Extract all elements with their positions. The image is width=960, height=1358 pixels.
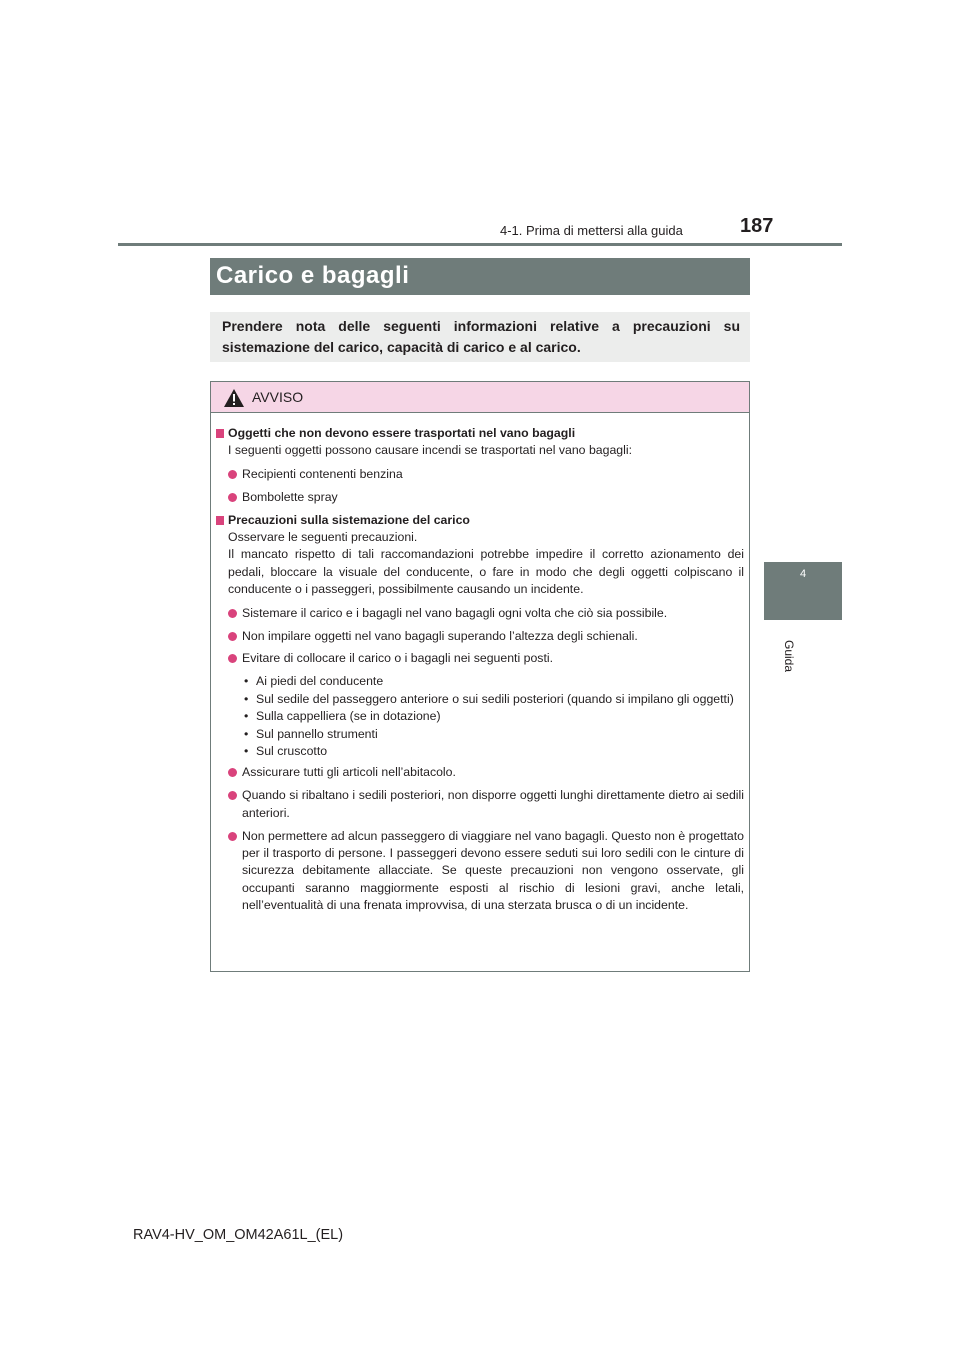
warning-text: I seguenti oggetti possono causare incendi se trasportati nel vano bagagli: — [228, 443, 633, 458]
list-item: Non permettere ad alcun passeggero di viaggiare nel vano bagagli. Questo non è progettato per il trasporto di persone. I passeggeri devono essere seduti sui loro sedili con le cinture di sicurezza debitamente allacciate. Se queste precauzioni non vengono osservate, gli occupanti saranno maggiormente esposti al rischio di lesioni gravi, anche letali, nell’eventualità di una frenata improvvisa, di una sterzata brusca o di un incidente. — [216, 828, 744, 915]
warning-heading: Precauzioni sulla sistemazione del carico — [216, 512, 744, 529]
intro-text: Prendere nota delle seguenti informazioni relative a precauzioni su sistemazione del carico, capacità di carico e al carico. — [222, 318, 740, 355]
square-bullet-icon — [216, 516, 224, 525]
warning-label: AVVISO — [252, 389, 304, 405]
chapter-tab-number: 4 — [799, 568, 807, 580]
round-bullet-icon — [228, 493, 237, 502]
list-item: Recipienti contenenti benzina — [216, 466, 744, 483]
warning-heading: Oggetti che non devono essere trasportati nel vano bagagli — [216, 425, 744, 442]
warning-text: Il mancato rispetto di tali raccomandazioni potrebbe impedire il corretto azionamento dei pedali, bloccare la visuale del conducente, o fare in modo che degli oggetti colpiscano il conducente o i passeggeri, possibilmente causando un incidente. — [228, 547, 744, 597]
square-bullet-icon — [216, 429, 224, 438]
round-bullet-icon — [228, 654, 237, 663]
sub-list-item: • Sul pannello strumenti — [244, 726, 378, 741]
warning-text: Osservare le seguenti precauzioni. — [228, 530, 418, 545]
sub-list-item: • Ai piedi del conducente — [244, 674, 384, 689]
sub-list-item: • Sul cruscotto — [244, 744, 328, 758]
warning-triangle-icon — [224, 389, 244, 407]
sub-list-item: • Sul sedile del passeggero anteriore o sui sedili posteriori (quando si impilano gli oggetti) — [244, 691, 734, 706]
round-bullet-icon — [228, 632, 237, 641]
warning-content — [216, 425, 744, 920]
sub-list-item: • Sulla cappelliera (se in dotazione) — [244, 709, 441, 724]
list-item: Non impilare oggetti nel vano bagagli superando l’altezza degli schienali. — [216, 628, 744, 645]
round-bullet-icon — [228, 768, 237, 777]
document-code: RAV4-HV_OM_OM42A61L_(EL) — [133, 1227, 344, 1243]
round-bullet-icon — [228, 791, 237, 800]
list-item: Assicurare tutti gli articoli nell’abitacolo. — [216, 764, 744, 781]
header-rule — [118, 243, 842, 246]
page-title: Carico e bagagli — [216, 262, 410, 289]
list-item: Quando si ribaltano i sedili posteriori, non disporre oggetti lunghi direttamente dietro ai sedili anteriori. — [216, 787, 744, 822]
chapter-tab-label-wrap — [760, 640, 830, 680]
sub-list — [216, 673, 744, 760]
page-number: 187 — [740, 215, 774, 237]
section-title: 4-1. Prima di mettersi alla guida — [500, 223, 683, 238]
list-item: Sistemare il carico e i bagagli nel vano bagagli ogni volta che ciò sia possibile. — [216, 605, 744, 622]
list-item: Evitare di collocare il carico o i bagagli nei seguenti posti. — [216, 650, 744, 667]
chapter-tab-label: Guida — [782, 640, 796, 673]
list-item: Bombolette spray — [216, 489, 744, 506]
round-bullet-icon — [228, 470, 237, 479]
round-bullet-icon — [228, 832, 237, 841]
round-bullet-icon — [228, 609, 237, 618]
